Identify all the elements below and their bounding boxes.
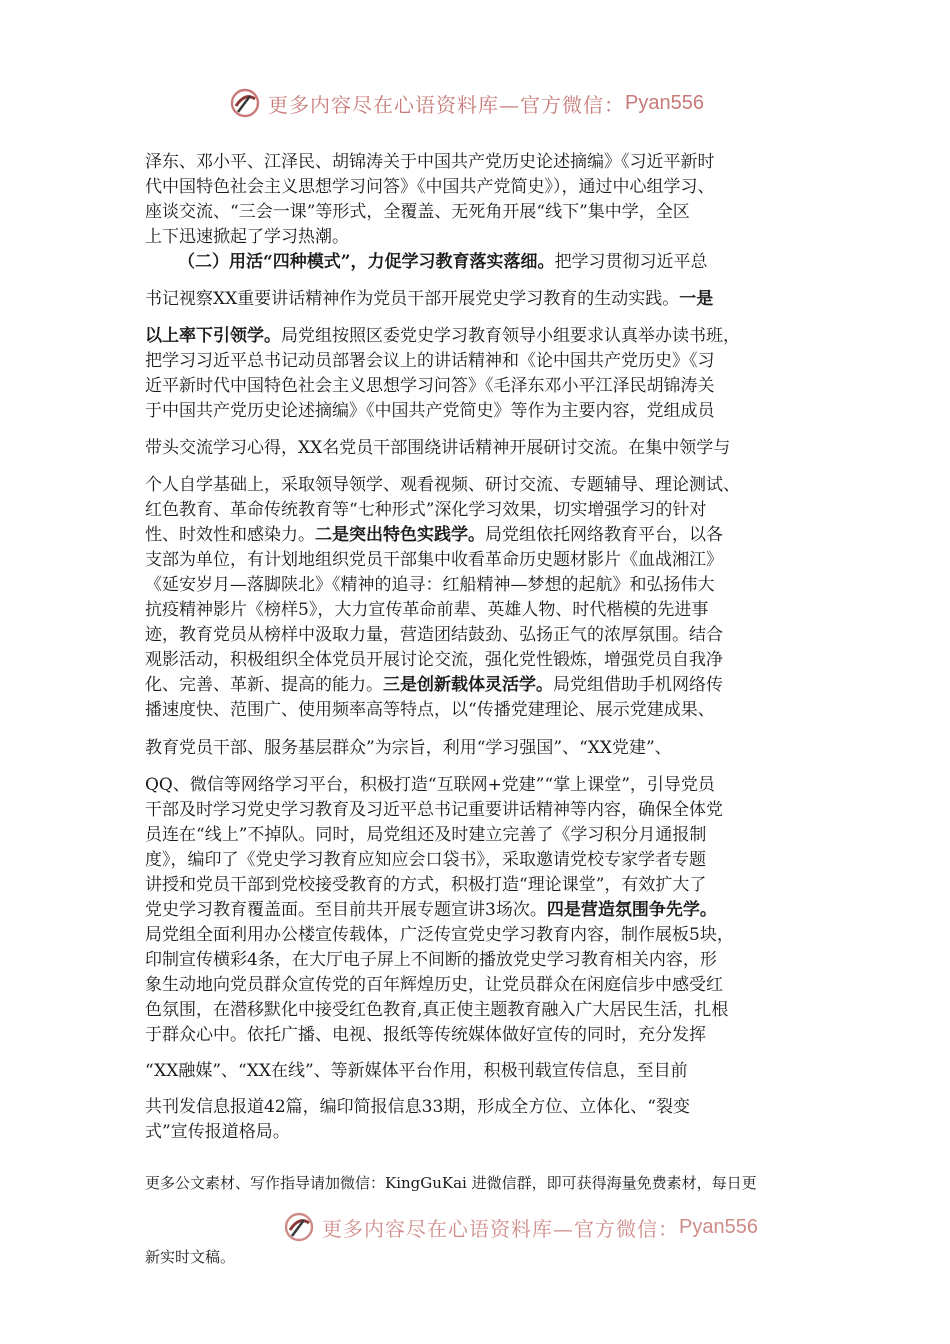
- text-segment: 党史学习教育覆盖面。至目前共开展专题宣讲3场次。: [145, 900, 547, 920]
- text-line: [145, 200, 690, 224]
- text-line: [145, 1095, 690, 1119]
- text-line: [145, 736, 672, 760]
- text-line: [145, 898, 717, 922]
- text-segment: 播速度快、范围广、使用频率高等特点，以“传播党建理论、展示党建成果、: [145, 700, 715, 720]
- text-line: [145, 150, 715, 174]
- text-line: [145, 473, 740, 497]
- text-segment: 于群众心中。依托广播、电视、报纸等传统媒体做好宣传的同时，充分发挥: [145, 1025, 706, 1045]
- watermark-bottom: [282, 1210, 758, 1244]
- bold-heading-segment: 四是营造氛围争先学。: [546, 900, 717, 920]
- text-line: [145, 374, 715, 398]
- footer-line-1: 更多公文素材、写作指导请加微信：KingGuKai 进微信群，即可获得海量免费素材，每日更: [145, 1174, 757, 1192]
- watermark-top: [228, 86, 704, 120]
- text-segment: “XX融媒”、“XX在线”、等新媒体平台作用，积极刊载宣传信息，至目前: [145, 1061, 688, 1081]
- text-segment: 局党组全面利用办公楼宣传载体，广泛传宣党史学习教育内容，制作展板5块，: [145, 925, 734, 945]
- text-line: [145, 175, 715, 199]
- text-line: [145, 648, 723, 672]
- text-line: [145, 598, 708, 622]
- text-segment: 式”宣传报道格局。: [145, 1122, 290, 1142]
- watermark-id: Pyan556: [679, 1215, 758, 1238]
- text-line: [145, 436, 730, 460]
- bold-heading-segment: 二是突出特色实践学。: [315, 525, 485, 545]
- text-line: [145, 523, 723, 547]
- text-line: [145, 498, 706, 522]
- text-line: [145, 773, 715, 797]
- text-line: [145, 225, 349, 249]
- text-segment: 色氛围，在潜移默化中接受红色教育,真正使主题教育融入广大居民生活，扎根: [145, 1000, 729, 1020]
- text-segment: 支部为单位，有计划地组织党员干部集中收看革命历史题材影片《血战湘江》: [145, 550, 723, 570]
- text-segment: 教育党员干部、服务基层群众”为宗旨，利用“学习强国”、“XX党建”、: [145, 738, 672, 758]
- text-line: [145, 548, 723, 572]
- text-line: [145, 798, 723, 822]
- text-line: [145, 349, 715, 373]
- text-segment: 抗疫精神影片《榜样5》，大力宣传革命前辈、英雄人物、时代楷模的先进事: [145, 600, 709, 620]
- text-segment: 把学习贯彻习近平总: [554, 252, 708, 272]
- text-line: [145, 923, 734, 947]
- text-line: [145, 1023, 706, 1047]
- text-segment: 近平新时代中国特色社会主义思想学习问答》《毛泽东邓小平江泽民胡锦涛关: [145, 376, 715, 396]
- text-segment: 座谈交流、“三会一课”等形式，全覆盖、无死角开展“线下”集中学，全区: [145, 202, 690, 222]
- text-segment: 迹，教育党员从榜样中汲取力量，营造团结鼓劲、弘扬正气的浓厚氛围。结合: [145, 625, 723, 645]
- text-line: [145, 973, 723, 997]
- text-segment: 象生动地向党员群众宣传党的百年辉煌历史，让党员群众在闲庭信步中感受红: [145, 975, 723, 995]
- text-segment: 局党组依托网络教育平台，以各: [485, 525, 723, 545]
- text-segment: 上下迅速掀起了学习热潮。: [145, 227, 349, 247]
- text-line: [145, 848, 706, 872]
- text-line: [145, 324, 740, 348]
- text-segment: 带头交流学习心得，XX名党员干部围绕讲话精神开展研讨交流。在集中领学与: [145, 438, 731, 458]
- text-line: [178, 250, 708, 274]
- logo-icon: [282, 1210, 316, 1244]
- text-segment: 干部及时学习党史学习教育及习近平总书记重要讲话精神等内容，确保全体党: [145, 800, 723, 820]
- text-segment: QQ、微信等网络学习平台，积极打造“互联网+党建”“掌上课堂”，引导党员: [145, 775, 715, 795]
- text-segment: 观影活动，积极组织全体党员开展讨论交流，强化党性锻炼，增强党员自我净: [145, 650, 723, 670]
- text-segment: 共刊发信息报道42篇，编印简报信息33期，形成全方位、立体化、“裂变: [145, 1097, 690, 1117]
- watermark-text: 更多内容尽在心语资料库—官方微信：: [322, 1216, 679, 1241]
- text-line: [145, 948, 717, 972]
- text-segment: 《延安岁月—落脚陕北》《精神的追寻：红船精神—梦想的起航》和弘扬伟大: [145, 575, 715, 595]
- text-segment: 印制宣传横彩4条，在大厅电子屏上不间断的播放党史学习教育相关内容，形: [145, 950, 717, 970]
- text-segment: 员连在“线上”不掉队。同时，局党组还及时建立完善了《学习积分月通报制: [145, 825, 707, 845]
- text-line: [145, 998, 728, 1022]
- text-segment: 局党组借助手机网络传: [553, 675, 723, 695]
- text-segment: 度》，编印了《党史学习教育应知应会口袋书》，采取邀请党校专家学者专题: [145, 850, 706, 870]
- text-segment: 把学习习近平总书记动员部署会议上的讲话精神和《论中国共产党历史》《习: [145, 351, 715, 371]
- bold-heading-segment: 三是创新载体灵活学。: [383, 675, 553, 695]
- watermark-id: Pyan556: [625, 91, 704, 114]
- text-line: [145, 623, 723, 647]
- text-segment: 书记视察XX重要讲话精神作为党员干部开展党史学习教育的生动实践。: [145, 289, 680, 309]
- text-segment: 局党组按照区委党史学习教育领导小组要求认真举办读书班，: [281, 326, 740, 346]
- bold-heading-segment: 以上率下引领学。: [145, 326, 281, 346]
- bold-heading-segment: （二）用活“四种模式”，力促学习教育落实落细。: [178, 252, 555, 272]
- text-segment: 讲授和党员干部到党校接受教育的方式，积极打造“理论课堂”，有效扩大了: [145, 875, 707, 895]
- text-segment: 个人自学基础上，采取领导领学、观看视频、研讨交流、专题辅导、理论测试、: [145, 475, 740, 495]
- text-line: [145, 1059, 688, 1083]
- logo-icon: [228, 86, 262, 120]
- text-segment: 于中国共产党历史论述摘编》《中国共产党简史》等作为主要内容，党组成员: [145, 401, 715, 421]
- text-line: [145, 873, 706, 897]
- text-segment: 泽东、邓小平、江泽民、胡锦涛关于中国共产党历史论述摘编》《习近平新时: [145, 152, 715, 172]
- text-line: [145, 698, 715, 722]
- text-segment: 红色教育、革命传统教育等“七种形式”深化学习效果，切实增强学习的针对: [145, 500, 707, 520]
- text-line: [145, 399, 715, 423]
- text-line: [145, 573, 715, 597]
- text-line: [145, 287, 713, 311]
- text-segment: 代中国特色社会主义思想学习问答》《中国共产党简史》），通过中心组学习、: [145, 177, 715, 197]
- text-line: [145, 673, 723, 697]
- text-line: [145, 823, 706, 847]
- text-line: [145, 1120, 290, 1144]
- text-segment: 化、完善、革新、提高的能力。: [145, 675, 383, 695]
- watermark-text: 更多内容尽在心语资料库—官方微信：: [268, 92, 625, 117]
- footer-line-2: 新实时文稿。: [145, 1248, 236, 1266]
- bold-heading-segment: 一是: [679, 289, 714, 309]
- text-segment: 性、时效性和感染力。: [145, 525, 315, 545]
